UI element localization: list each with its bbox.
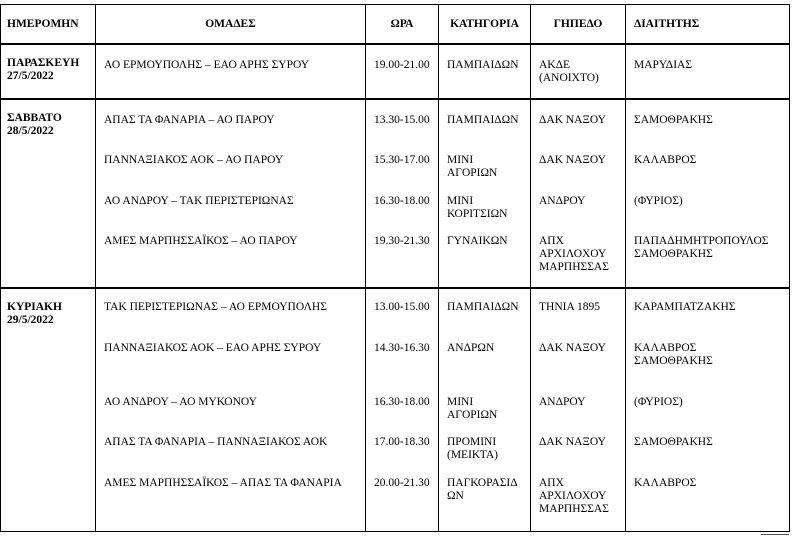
venue-cell (531, 99, 626, 288)
header-teams: ΟΜΑΔΕΣ (96, 5, 366, 45)
match-teams: ΑΟ ΕΡΜΟΥΠΟΛΗΣ – ΕΑΟ ΑΡΗΣ ΣΥΡΟΥ (104, 59, 310, 71)
match-venue: ΔΑΚ ΝΑΞΟΥ (539, 436, 606, 448)
match-referee: ΚΑΛΑΒΡΟΣ ΣΑΜΟΘΡΑΚΗΣ (634, 342, 713, 367)
match-referee: ΣΑΜΟΘΡΑΚΗΣ (634, 114, 713, 126)
referee-cell (626, 99, 790, 288)
match-teams: ΑΠΑΣ ΤΑ ΦΑΝΑΡΙΑ – ΑΟ ΠΑΡΟΥ (104, 114, 275, 126)
match-time: 13.00-15.00 (374, 301, 430, 313)
venue-cell (531, 44, 626, 99)
match-time: 19.00-21.00 (374, 59, 430, 71)
match-teams: ΠΑΝΝΑΞΙΑΚΟΣ ΑΟΚ – ΕΑΟ ΑΡΗΣ ΣΥΡΟΥ (104, 342, 322, 354)
match-time: 16.30-18.00 (374, 396, 430, 408)
match-teams: ΑΟ ΑΝΔΡΟΥ – ΑΟ ΜΥΚΟΝΟΥ (104, 396, 257, 408)
header-venue: ΓΗΠΕΔΟ (531, 5, 626, 45)
match-referee: ΚΑΡΑΜΠΑΤΖΑΚΗΣ (634, 301, 736, 313)
match-referee: ΚΑΛΑΒΡΟΣ (634, 477, 697, 489)
header-date: ΗΜΕΡΟΜΗΝ (1, 5, 96, 45)
match-referee: ΜΑΡΥΔΙΑΣ (634, 59, 693, 71)
category-cell (439, 99, 531, 288)
day-date: 28/5/2022 (7, 125, 54, 137)
match-time: 16.30-18.00 (374, 195, 430, 207)
match-time: 19.30-21.30 (374, 235, 430, 247)
day-name: ΠΑΡΑΣΚΕΥΗ (7, 57, 80, 69)
match-venue: ΔΑΚ ΝΑΞΟΥ (539, 114, 606, 126)
day-name: ΚΥΡΙΑΚΗ (7, 301, 62, 313)
venue-cell (531, 288, 626, 531)
match-referee: ΠΑΠΑΔΗΜΗΤΡΟΠΟΥΛΟΣ ΣΑΜΟΘΡΑΚΗΣ (634, 235, 769, 260)
match-referee: (ΦΥΡΙΟΣ) (634, 195, 683, 207)
date-cell (1, 99, 96, 288)
header-time: ΩΡΑ (366, 5, 439, 45)
match-venue: ΔΑΚ ΝΑΞΟΥ (539, 154, 606, 166)
day-date: 27/5/2022 (7, 70, 54, 82)
teams-cell (96, 44, 366, 99)
match-category: ΠΑΜΠΑΙΔΩΝ (447, 114, 519, 126)
date-cell (1, 288, 96, 531)
match-teams: ΑΜΕΣ ΜΑΡΠΗΣΣΑΪΚΟΣ – ΑΟ ΠΑΡΟΥ (104, 235, 298, 247)
time-cell (366, 288, 439, 531)
match-time: 20.00-21.30 (374, 477, 430, 489)
referee-cell (626, 44, 790, 99)
category-cell (439, 288, 531, 531)
day-row-friday (1, 44, 790, 99)
day-row-sunday (1, 288, 790, 531)
match-category: ΜΙΝΙ ΑΓΟΡΙΩΝ (447, 396, 498, 421)
teams-cell (96, 288, 366, 531)
day-row-saturday (1, 99, 790, 288)
match-venue: ΔΑΚ ΝΑΞΟΥ (539, 342, 606, 354)
page-edge-mark (761, 534, 789, 538)
match-category: ΜΙΝΙ ΑΓΟΡΙΩΝ (447, 154, 498, 179)
match-category: ΠΑΜΠΑΙΔΩΝ (447, 301, 519, 313)
match-teams: ΠΑΝΝΑΞΙΑΚΟΣ ΑΟΚ – ΑΟ ΠΑΡΟΥ (104, 154, 284, 166)
header-row (1, 5, 790, 45)
match-venue: ΑΠΧ ΑΡΧΙΛΟΧΟΥ ΜΑΡΠΗΣΣΑΣ (539, 235, 609, 273)
match-teams: ΤΑΚ ΠΕΡΙΣΤΕΡΙΩΝΑΣ – ΑΟ ΕΡΜΟΥΠΟΛΗΣ (104, 301, 327, 313)
match-category: ΜΙΝΙ ΚΟΡΙΤΣΙΩΝ (447, 195, 508, 220)
match-venue: ΑΠΧ ΑΡΧΙΛΟΧΟΥ ΜΑΡΠΗΣΣΑΣ (539, 477, 609, 515)
day-name: ΣΑΒΒΑΤΟ (7, 112, 62, 124)
schedule-table (0, 4, 790, 532)
time-cell (366, 99, 439, 288)
match-time: 13.30-15.00 (374, 114, 430, 126)
referee-cell (626, 288, 790, 531)
match-teams: ΑΜΕΣ ΜΑΡΠΗΣΣΑΪΚΟΣ – ΑΠΑΣ ΤΑ ΦΑΝΑΡΙΑ (104, 477, 342, 489)
match-category: ΠΑΓΚΟΡΑΣΙΔ ΩΝ (447, 477, 518, 502)
match-venue: ΑΚΔΕ (ΑΝΟΙΧΤΟ) (539, 59, 599, 84)
teams-cell (96, 99, 366, 288)
match-venue: ΤΗΝΙΑ 1895 (539, 301, 601, 313)
header-referee: ΔΙΑΙΤΗΤΗΣ (626, 5, 790, 45)
match-category: ΠΡΟΜΙΝΙ (ΜΕΙΚΤΑ) (447, 436, 498, 461)
header-category: ΚΑΤΗΓΟΡΙΑ (439, 5, 531, 45)
match-referee: ΣΑΜΟΘΡΑΚΗΣ (634, 436, 713, 448)
match-category: ΠΑΜΠΑΙΔΩΝ (447, 59, 519, 71)
match-venue: ΑΝΔΡΟΥ (539, 396, 586, 408)
time-cell (366, 44, 439, 99)
match-venue: ΑΝΔΡΟΥ (539, 195, 586, 207)
match-teams: ΑΠΑΣ ΤΑ ΦΑΝΑΡΙΑ – ΠΑΝΝΑΞΙΑΚΟΣ ΑΟΚ (104, 436, 328, 448)
match-time: 15.30-17.00 (374, 154, 430, 166)
match-time: 14.30-16.30 (374, 342, 430, 354)
date-cell (1, 44, 96, 99)
day-date: 29/5/2022 (7, 314, 54, 326)
match-category: ΓΥΝΑΙΚΩΝ (447, 235, 508, 247)
match-referee: (ΦΥΡΙΟΣ) (634, 396, 683, 408)
match-time: 17.00-18.30 (374, 436, 430, 448)
match-category: ΑΝΔΡΩΝ (447, 342, 495, 354)
match-referee: ΚΑΛΑΒΡΟΣ (634, 154, 697, 166)
category-cell (439, 44, 531, 99)
match-teams: ΑΟ ΑΝΔΡΟΥ – ΤΑΚ ΠΕΡΙΣΤΕΡΙΩΝΑΣ (104, 195, 294, 207)
